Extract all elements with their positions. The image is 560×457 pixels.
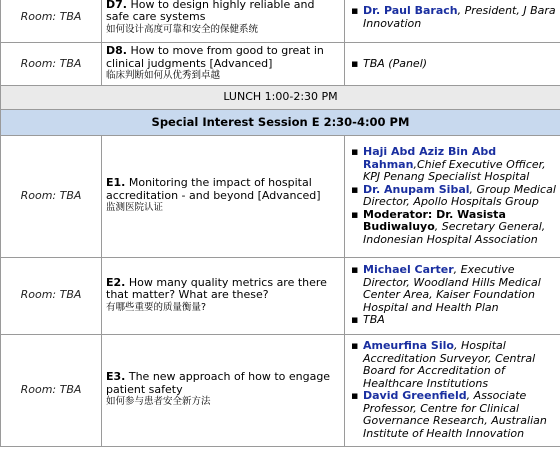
speaker-list <box>349 58 556 71</box>
speaker-cell <box>345 257 560 334</box>
speaker-name: Dr. Paul Barach <box>363 4 458 17</box>
speaker-name: Haji Abd Aziz Bin Abd Rahman <box>363 145 497 171</box>
speaker-cell <box>345 43 560 86</box>
speaker-detail: , Secretary General, Indonesian Hospital Association <box>363 220 546 246</box>
room-cell: Room: TBA <box>1 0 102 43</box>
room-cell: Room: TBA <box>1 334 102 446</box>
room-cell: Room: TBA <box>1 135 102 257</box>
topic-cell <box>102 135 345 257</box>
speaker-item <box>363 58 556 71</box>
speaker-item <box>363 184 556 209</box>
speaker-name: Michael Carter <box>363 263 454 277</box>
session-code: E2. <box>106 275 126 289</box>
session-code: D8. <box>106 44 127 57</box>
speaker-list <box>349 264 556 327</box>
speaker-item <box>363 340 556 390</box>
session-code: E3. <box>106 370 126 384</box>
session-title: Monitoring the impact of hospital accreditation - and beyond [Advanced] <box>106 176 321 202</box>
session-title: The new approach of how to engage patient safety <box>106 370 331 396</box>
speaker-item <box>363 390 556 440</box>
speaker-name: Dr. Anupam Sibal <box>363 182 470 196</box>
session-header: Special Interest Session E 2:30-4:00 PM <box>1 109 560 135</box>
topic-cell <box>102 334 345 446</box>
speaker-item <box>363 209 556 247</box>
speaker-detail: , Hospital Accreditation Surveyor, Central Board for Accreditation of Healthcare Institutions <box>363 339 536 390</box>
topic-cell <box>102 43 345 86</box>
speaker-list <box>349 340 556 440</box>
speaker-cell <box>345 135 560 257</box>
speaker-cell <box>345 334 560 446</box>
table-row <box>1 43 560 86</box>
session-title: How to move from good to great in clinical judgments [Advanced] <box>106 44 324 70</box>
speaker-detail: ,Chief Executive Officer, KPJ Penang Specialist Hospital <box>363 157 546 183</box>
table-row <box>1 334 560 446</box>
session-title-zh: 临床判断如何从优秀到卓越 <box>106 70 221 81</box>
lunch-row <box>1 85 560 109</box>
speaker-list <box>349 5 556 30</box>
table-row <box>1 0 560 43</box>
lunch-label: LUNCH 1:00-2:30 PM <box>1 85 560 109</box>
topic-cell <box>102 0 345 43</box>
speaker-item <box>363 5 556 30</box>
speaker-item <box>363 264 556 314</box>
speaker-list <box>349 146 556 246</box>
session-title-zh: 如何参与患者安全新方法 <box>106 396 211 408</box>
table-row <box>1 135 560 257</box>
speaker-item <box>363 314 556 327</box>
session-title-zh: 如何设计高度可靠和安全的保健系统 <box>106 23 259 35</box>
speaker-detail: , Associate Professor, Centre for Clinical Governance Research, Australian Institute of Health Innovation <box>363 389 547 440</box>
speaker-name: David Greenfield <box>363 389 467 402</box>
session-title-zh: 监测医院认证 <box>106 202 164 214</box>
speaker-detail: , Group Medical Director, Apollo Hospitals Group <box>363 182 556 208</box>
session-code: E1. <box>106 176 126 190</box>
session-code: D7. <box>106 0 127 11</box>
table-row <box>1 257 560 334</box>
speaker-detail: TBA (Panel) <box>363 56 428 70</box>
speaker-detail: , Executive Director, Woodland Hills Medical Center Area, Kaiser Foundation Hospital and Health Plan <box>363 263 541 314</box>
moderator-name: Moderator: Dr. Wasista Budiwaluyo <box>363 207 506 233</box>
session-title: How many quality metrics are there that matter? What are these? <box>106 275 327 302</box>
speaker-item <box>363 146 556 184</box>
speaker-cell <box>345 0 560 43</box>
speaker-detail: TBA <box>363 313 385 327</box>
session-header-row <box>1 109 560 135</box>
speaker-name: Ameurfina Silo <box>363 339 454 352</box>
room-cell: Room: TBA <box>1 257 102 334</box>
room-cell: Room: TBA <box>1 43 102 86</box>
session-title-zh: 有哪些重要的质量衡量? <box>106 301 207 313</box>
topic-cell <box>102 257 345 334</box>
speaker-detail: , President, J Bara Innovation <box>363 4 556 30</box>
session-title: How to design highly reliable and safe care systems <box>106 0 315 24</box>
